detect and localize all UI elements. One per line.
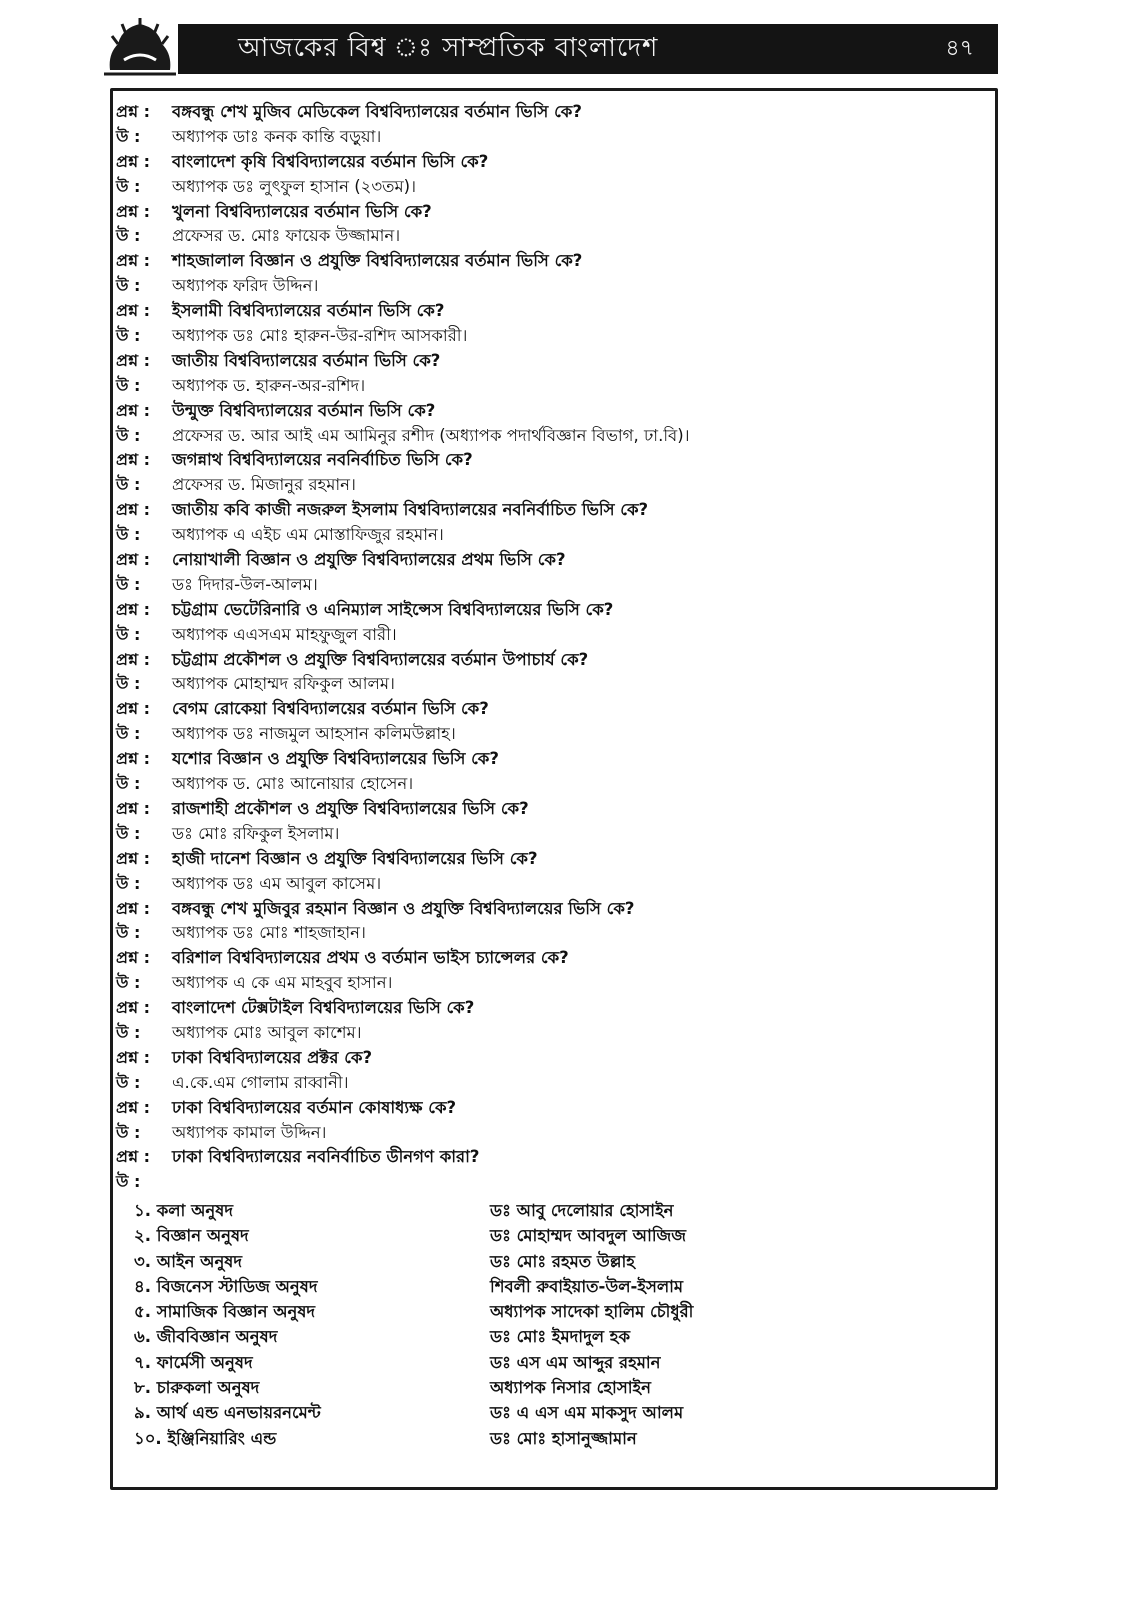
answer-text: অধ্যাপক ফরিদ উদ্দিন। [172,276,319,296]
question-tag: প্রশ্ন : [116,998,150,1018]
dean-row [134,1274,894,1299]
answer-text: প্রফেসর ড. মোঃ ফায়েক উজ্জামান। [172,226,401,246]
publisher-logo [100,14,180,82]
question-text: চট্টগ্রাম ভেটেরিনারি ও এনিম্যাল সাইন্সেস বিশ্ববিদ্যালয়ের ভিসি কে? [172,599,614,619]
question-tag: প্রশ্ন : [116,201,150,221]
answer-tag: উ : [116,923,141,943]
question-tag: প্রশ্ন : [116,151,150,171]
answer-tag: উ : [116,475,141,495]
dean-faculty: ১০. ইঞ্জিনিয়ারিং এন্ড [134,1428,277,1448]
answer-text: অধ্যাপক মোহাম্মদ রফিকুল আলম। [172,674,395,694]
question-text: বঙ্গবন্ধু শেখ মুজিব মেডিকেল বিশ্ববিদ্যালয়ের বর্তমান ভিসি কে? [172,102,582,121]
answer-row [116,1071,956,1096]
answer-text: অধ্যাপক ডঃ মোঃ শাহজাহান। [172,923,366,943]
question-tag: প্রশ্ন : [116,102,150,121]
answer-row [116,1121,956,1146]
dean-faculty: ৬. জীববিজ্ঞান অনুষদ [134,1327,278,1347]
answer-tag: উ : [116,326,141,346]
answer-tag: উ : [116,276,141,296]
answer-text: ডঃ দিদার-উল-আলম। [172,574,318,594]
answer-row [116,722,956,747]
dean-name: ডঃ মোঃ রহমত উল্লাহ [490,1251,635,1271]
answer-row [116,224,956,249]
dean-faculty: ৪. বিজনেস স্টাডিজ অনুষদ [134,1276,318,1296]
question-tag: প্রশ্ন : [116,599,150,619]
page-number: ৪৭ [945,35,974,61]
question-text: বাংলাদেশ টেক্সটাইল বিশ্ববিদ্যালয়ের ভিসি কে? [172,998,475,1018]
question-row [116,797,956,822]
answer-tag: উ : [116,973,141,993]
dean-row [134,1198,894,1223]
question-row [116,349,956,374]
dean-faculty: ৯. আর্থ এন্ড এনভায়রনমেন্ট [134,1403,321,1423]
dean-faculty: ৮. চারুকলা অনুষদ [134,1378,260,1398]
question-text: বেগম রোকেয়া বিশ্ববিদ্যালয়ের বর্তমান ভিসি কে? [172,699,489,719]
header-title: আজকের বিশ্ব ঃ সাম্প্রতিক বাংলাদেশ [238,33,659,63]
question-tag: প্রশ্ন : [116,699,150,719]
question-text: ঢাকা বিশ্ববিদ্যালয়ের বর্তমান কোষাধ্যক্ষ কে? [172,1097,457,1117]
question-tag: প্রশ্ন : [116,749,150,769]
question-text: ইসলামী বিশ্ববিদ্যালয়ের বর্তমান ভিসি কে? [172,301,445,321]
answer-row [116,921,956,946]
answer-row [116,274,956,299]
answer-tag: উ : [116,176,141,196]
answer-tag: উ : [116,375,141,395]
question-text: ঢাকা বিশ্ববিদ্যালয়ের প্রক্টর কে? [172,1047,373,1067]
answer-row [116,473,956,498]
dean-row [134,1375,894,1400]
answer-row [116,374,956,399]
question-text: জাতীয় কবি কাজী নজরুল ইসলাম বিশ্ববিদ্যালয়ের নবনির্বাচিত ভিসি কে? [172,500,649,520]
question-row [116,847,956,872]
question-tag: প্রশ্ন : [116,400,150,420]
answer-text: অধ্যাপক ডঃ এম আবুল কাসেম। [172,873,382,893]
question-row [116,598,956,623]
dean-faculty: ৭. ফার্মেসী অনুষদ [134,1352,253,1372]
dean-list [134,1198,894,1451]
answer-tag: উ : [116,425,141,445]
dean-name: ডঃ মোঃ হাসানুজ্জামান [490,1428,637,1448]
question-text: বাংলাদেশ কৃষি বিশ্ববিদ্যালয়ের বর্তমান ভিসি কে? [172,151,489,171]
question-tag: প্রশ্ন : [116,848,150,868]
answer-row [116,623,956,648]
dean-faculty: ৩. আইন অনুষদ [134,1251,243,1271]
dean-row [134,1299,894,1324]
answer-row [116,672,956,697]
dean-row [134,1223,894,1248]
question-text: ঢাকা বিশ্ববিদ্যালয়ের নবনির্বাচিত ডীনগণ কারা? [172,1147,480,1167]
answer-tag: উ : [116,724,141,744]
question-tag: প্রশ্ন : [116,550,150,570]
answer-tag: উ : [116,1122,141,1142]
dean-name: শিবলী রুবাইয়াত-উল-ইসলাম [490,1276,684,1296]
answer-tag: উ : [116,624,141,644]
answer-text: অধ্যাপক ডঃ মোঃ হারুন-উর-রশিদ আসকারী। [172,326,468,346]
answer-text: অধ্যাপক ড. মোঃ আনোয়ার হোসেন। [172,774,414,794]
answer-row [116,573,956,598]
answer-row [116,523,956,548]
dean-row [134,1324,894,1349]
question-tag: প্রশ্ন : [116,898,150,918]
question-tag: প্রশ্ন : [116,1097,150,1117]
question-tag: প্রশ্ন : [116,350,150,370]
question-tag: প্রশ্ন : [116,500,150,520]
dean-row [134,1350,894,1375]
dean-name: অধ্যাপক সাদেকা হালিম চৌধুরী [490,1302,694,1322]
question-row [116,946,956,971]
answer-row [116,424,956,449]
question-text: শাহজালাল বিজ্ঞান ও প্রযুক্তি বিশ্ববিদ্যালয়ের বর্তমান ভিসি কে? [172,251,583,271]
dean-name: ডঃ মোঃ ইমদাদুল হক [490,1327,630,1347]
question-row [116,100,956,125]
dean-faculty: ২. বিজ্ঞান অনুষদ [134,1226,249,1246]
answer-text: অধ্যাপক মোঃ আবুল কাশেম। [172,1022,362,1042]
answer-text: অধ্যাপক এএসএম মাহফুজুল বারী। [172,624,397,644]
question-tag: প্রশ্ন : [116,301,150,321]
answer-row [116,324,956,349]
question-row [116,249,956,274]
answer-text: অধ্যাপক এ এইচ এম মোস্তাফিজুর রহমান। [172,525,444,545]
dean-name: ডঃ আবু দেলোয়ার হোসাইন [490,1201,674,1220]
question-text: রাজশাহী প্রকৌশল ও প্রযুক্তি বিশ্ববিদ্যালয়ের ভিসি কে? [172,798,529,818]
question-text: বরিশাল বিশ্ববিদ্যালয়ের প্রথম ও বর্তমান ভাইস চ্যান্সেলর কে? [172,948,569,968]
question-text: হাজী দানেশ বিজ্ঞান ও প্রযুক্তি বিশ্ববিদ্যালয়ের ভিসি কে? [172,848,538,868]
answer-text: অধ্যাপক ডাঃ কনক কান্তি বড়ুয়া। [172,126,382,146]
answer-text: প্রফেসর ড. মিজানুর রহমান। [172,475,356,495]
question-row [116,150,956,175]
answer-tag: উ : [116,126,141,146]
question-row [116,1145,956,1170]
dean-name: ডঃ এস এম আব্দুর রহমান [490,1352,661,1372]
dean-faculty: ১. কলা অনুষদ [134,1201,233,1220]
answer-tag: উ : [116,574,141,594]
question-row [116,697,956,722]
question-text: জাতীয় বিশ্ববিদ্যালয়ের বর্তমান ভিসি কে? [172,350,441,370]
dean-row [134,1249,894,1274]
dean-name: ডঃ এ এস এম মাকসুদ আলম [490,1403,684,1423]
question-tag: প্রশ্ন : [116,649,150,669]
answer-text: ডঃ মোঃ রফিকুল ইসলাম। [172,823,340,843]
answer-tag: উ : [116,226,141,246]
question-row [116,200,956,225]
question-row [116,897,956,922]
dean-row [134,1426,894,1451]
question-tag: প্রশ্ন : [116,251,150,271]
dean-name: ডঃ মোহাম্মদ আবদুল আজিজ [490,1226,687,1246]
question-row [116,648,956,673]
dean-row [134,1400,894,1425]
question-tag: প্রশ্ন : [116,798,150,818]
answer-text: অধ্যাপক ডঃ নাজমুল আহসান কলিমউল্লাহ। [172,724,456,744]
answer-text: অধ্যাপক এ কে এম মাহবুব হাসান। [172,973,393,993]
question-tag: প্রশ্ন : [116,1147,150,1167]
question-row [116,498,956,523]
answer-row [116,175,956,200]
question-row [116,548,956,573]
answer-row [116,822,956,847]
question-row [116,448,956,473]
answer-tag: উ : [116,1022,141,1042]
question-row [116,299,956,324]
question-row [116,399,956,424]
question-row [116,747,956,772]
answer-row [116,1170,956,1195]
answer-row [116,872,956,897]
question-row [116,1046,956,1071]
question-text: খুলনা বিশ্ববিদ্যালয়ের বর্তমান ভিসি কে? [172,201,432,221]
question-row [116,996,956,1021]
question-text: যশোর বিজ্ঞান ও প্রযুক্তি বিশ্ববিদ্যালয়ের ভিসি কে? [172,749,499,769]
answer-row [116,772,956,797]
question-tag: প্রশ্ন : [116,1047,150,1067]
answer-tag: উ : [116,674,141,694]
answer-tag: উ : [116,873,141,893]
question-tag: প্রশ্ন : [116,450,150,470]
answer-text: এ.কে.এম গোলাম রাব্বানী। [172,1072,349,1092]
question-text: চট্টগ্রাম প্রকৌশল ও প্রযুক্তি বিশ্ববিদ্যালয়ের বর্তমান উপাচার্য কে? [172,649,589,669]
dean-name: অধ্যাপক নিসার হোসাইন [490,1378,651,1398]
dean-faculty: ৫. সামাজিক বিজ্ঞান অনুষদ [134,1302,316,1322]
question-text: জগন্নাথ বিশ্ববিদ্যালয়ের নবনির্বাচিত ভিসি কে? [172,450,473,470]
answer-text: অধ্যাপক ড. হারুন-অর-রশিদ। [172,375,366,395]
question-text: নোয়াখালী বিজ্ঞান ও প্রযুক্তি বিশ্ববিদ্যালয়ের প্রথম ভিসি কে? [172,550,566,570]
question-text: উন্মুক্ত বিশ্ববিদ্যালয়ের বর্তমান ভিসি কে? [172,400,436,420]
answer-tag: উ : [116,1172,141,1192]
answer-text: অধ্যাপক ডঃ লুৎফুল হাসান (২৩তম)। [172,176,416,196]
answer-tag: উ : [116,1072,141,1092]
page-header [178,24,998,74]
qa-list [116,100,956,1195]
question-text: বঙ্গবন্ধু শেখ মুজিবুর রহমান বিজ্ঞান ও প্রযুক্তি বিশ্ববিদ্যালয়ের ভিসি কে? [172,898,635,918]
answer-tag: উ : [116,823,141,843]
answer-row [116,971,956,996]
answer-row [116,125,956,150]
answer-tag: উ : [116,525,141,545]
question-tag: প্রশ্ন : [116,948,150,968]
answer-tag: উ : [116,774,141,794]
answer-text: প্রফেসর ড. আর আই এম আমিনুর রশীদ (অধ্যাপক পদার্থবিজ্ঞান বিভাগ, ঢা.বি)। [172,425,690,445]
answer-row [116,1021,956,1046]
question-row [116,1096,956,1121]
answer-text: অধ্যাপক কামাল উদ্দিন। [172,1122,327,1142]
